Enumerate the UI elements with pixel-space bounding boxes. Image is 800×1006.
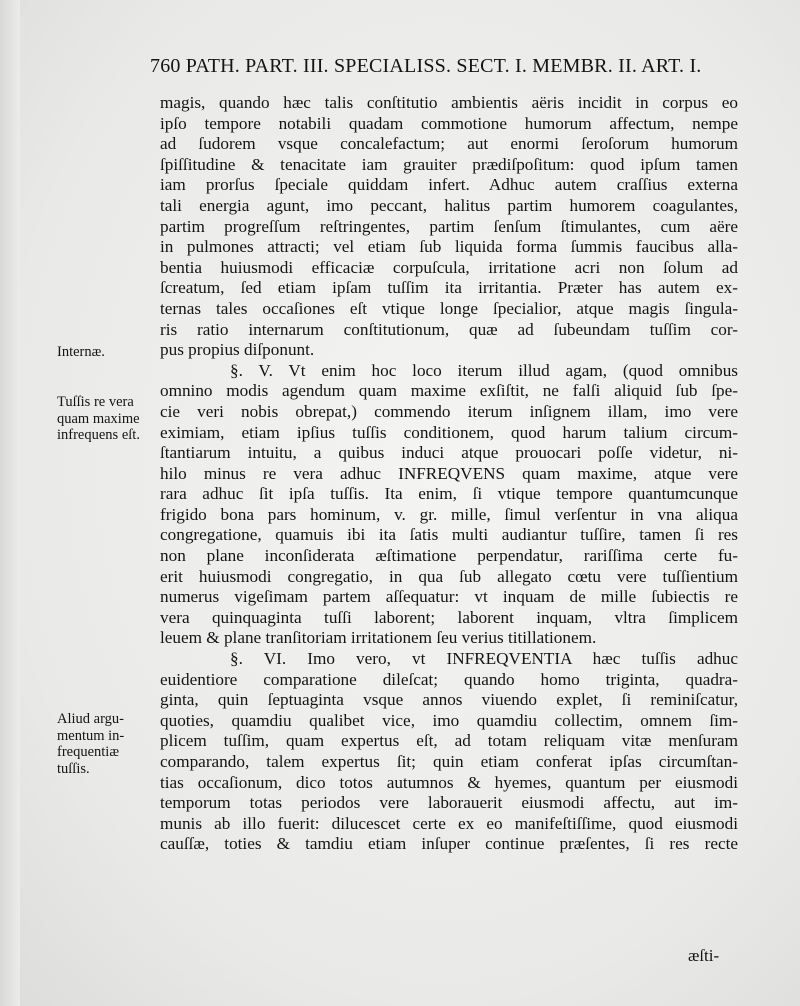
margin-note-aliud-argumentum	[57, 711, 167, 777]
main-text-block	[160, 93, 738, 855]
text-line: euidentiore comparatione dileſcat; quando homo triginta, quadra-	[160, 669, 738, 689]
text-line: comparando, talem expertus ſit; quin etiam conferat ipſas circumſtan-	[160, 752, 738, 771]
margin-note-tussis-infrequens	[57, 394, 167, 444]
margin-note-line: infrequens eſt.	[57, 427, 140, 443]
text-line: in pulmones attracti; vel etiam ſub liquida forma ſummis faucibus alla-	[160, 237, 738, 257]
text-line: frigido bona pars hominum, v. gr. mille, ſimul verſentur in vna aliqua	[160, 504, 738, 524]
text-line: rara adhuc ſit ipſa tuſſis. Ita enim, ſi vtique tempore quantumcunque	[160, 484, 738, 504]
text-line: hilo minus re vera adhuc INFREQVENS quam maxime, atque vere	[160, 463, 738, 483]
margin-note-line: quam maxime	[57, 410, 140, 427]
text-line: tali energia agunt, imo peccant, halitus partim humorem coagulantes,	[160, 195, 738, 215]
section-heading-line: §. VI. Imo vero, vt INFREQVENTIA hæc tuſſis adhuc	[230, 649, 738, 669]
text-line: quoties, quamdiu qualibet vice, imo quamdiu collectim, omnem ſim-	[160, 710, 738, 730]
text-line: leuem & plane tranſitoriam irritationem ſeu verius titillationem.	[160, 628, 597, 648]
margin-note-line: frequentiæ	[57, 744, 120, 760]
catchword: æſti-	[688, 946, 720, 965]
text-line: ris ratio internarum conſtitutionum, quæ ad ſubeundam tuſſim cor-	[160, 319, 738, 339]
text-line: cie veri nobis obrepat,) commendo iterum inſignem illam, imo vere	[160, 401, 738, 421]
text-line: ginta, quin ſeptuaginta vsque annos viuendo explet, ſi reminiſcatur,	[160, 690, 738, 710]
text-line: ſpiſſitudine & tenacitate iam grauiter prædiſpoſitum: quod ipſum tamen	[160, 154, 738, 174]
margin-note-internae	[57, 344, 167, 361]
text-line: magis, quando hæc talis conſtitutio ambientis aëris incidit in corpus eo	[160, 93, 738, 112]
text-line: ſtantiarum intuitu, a quibus induci atque prouocari poſſe videtur, ni-	[160, 443, 738, 463]
page-gutter	[0, 0, 20, 1006]
text-line: omnino modis agendum quam maxime exſiſtit, ne falſi aliquid ſub ſpe-	[160, 381, 738, 401]
text-line: cauſſæ, toties & tamdiu etiam inſuper continue præſentes, ſi res recte	[160, 834, 738, 854]
text-line: congregatione, quamuis ibi ita ſatis multi audiantur tuſſire, tamen ſi res	[160, 525, 738, 545]
text-line: partim progreſſum reſtringentes, partim ſenſum ſtimulantes, cum aëre	[160, 216, 738, 236]
text-line: vera quinquaginta tuſſi laborent; laborent inquam, vltra ſimplicem	[160, 607, 738, 627]
text-line: ad ſudorem vsque concalefactum; aut enormi ſeroſorum humorum	[160, 134, 738, 154]
margin-note-line: Internæ.	[57, 344, 105, 360]
margin-note-line: mentum in-	[57, 727, 125, 744]
text-line: munis ab illo fuerit: dilucescet certe ex eo manifeſtiſſime, quod eiusmodi	[160, 813, 738, 833]
text-line: ternas tales occaſiones eſt vtique longe ſpecialior, atque magis ſingula-	[160, 298, 738, 318]
text-line: bentia huiusmodi efficaciæ corpuſcula, irritatione acri non ſolum ad	[160, 257, 738, 277]
margin-note-line: tuſſis.	[57, 760, 90, 777]
text-line: iam prorſus ſpeciale quiddam infert. Adhuc autem craſſius externa	[160, 175, 738, 195]
text-line: temporum totas periodos vere laborauerit eiusmodi affectu, aut im-	[160, 793, 738, 813]
running-header: 760 PATH. PART. III. SPECIALISS. SECT. I. MEMBR. II. ART. I.	[150, 55, 702, 77]
text-line: pus propius diſponunt.	[160, 340, 315, 360]
text-line: ſcreatum, ſed etiam ipſam tuſſim ita irritantia. Præter has autem ex-	[160, 278, 738, 298]
margin-note-line: Aliud argu-	[57, 711, 124, 727]
text-line: tias occaſionum, dico totos autumnos & hyemes, quantum per eiusmodi	[160, 772, 738, 792]
section-heading-line: §. V. Vt enim hoc loco iterum illud agam, (quod omnibus	[230, 360, 738, 380]
text-line: ipſo tempore notabili quadam commotione humorum affectum, nempe	[160, 113, 738, 133]
text-line: plicem tuſſim, quam expertus eſt, ad totam reliquam vitæ menſuram	[160, 731, 738, 751]
margin-note-line: Tuſſis re vera	[57, 394, 134, 410]
text-line: non plane inconſiderata æſtimatione perpendatur, rariſſima certe fu-	[160, 546, 738, 566]
text-line: eximiam, etiam ipſius tuſſis conditionem, quod harum talium circum-	[160, 422, 738, 442]
text-line: numerus vigeſimam partem aſſequatur: vt inquam de mille ſubiectis re	[160, 587, 738, 607]
text-line: erit huiusmodi congregatio, in qua ſub allegato cœtu vere tuſſientium	[160, 566, 738, 586]
